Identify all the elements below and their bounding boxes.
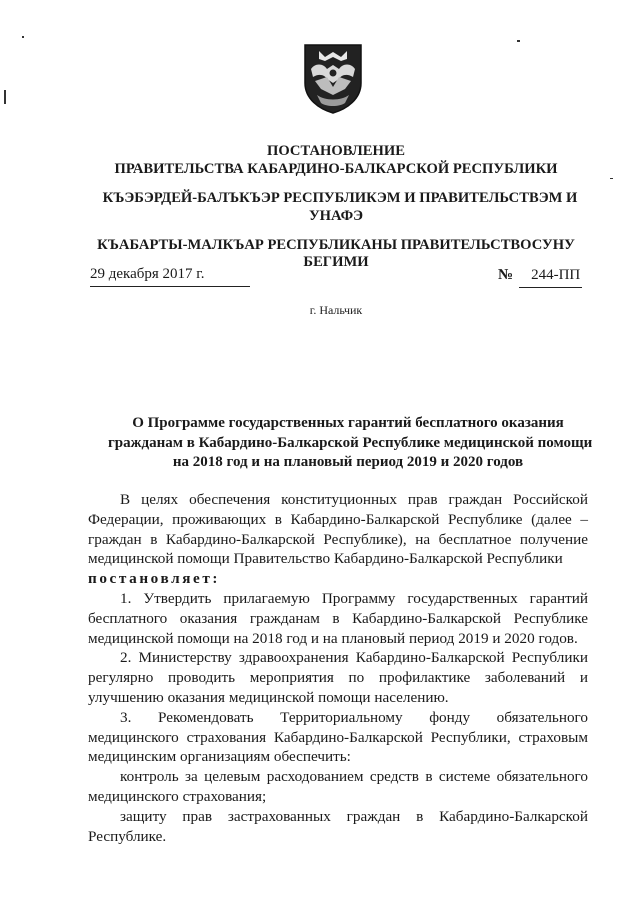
document-title (108, 414, 593, 473)
header-balkar-line2: БЕГИМИ (303, 254, 369, 270)
header-kabardian-line2: УНАФЭ (308, 208, 364, 224)
scan-mark-left (4, 90, 6, 104)
item-1: 1. Утвердить прилагаемую Программу государственных гарантий бесплатного оказания гражданам в Кабардино-Балкарской Республике медицинской помощи на 2018 год и на плановый период 2019 и 2020 годов. (88, 589, 588, 647)
decree-word: постановляет: (88, 570, 221, 588)
item-2: 2. Министерству здравоохранения Кабардино-Балкарской Республики регулярно проводить мероприятия по профилактике заболеваний и улучшению оказания медицинской помощи населению. (88, 649, 588, 706)
scan-dot-top-left (22, 36, 24, 38)
number-value: 244-ПП (519, 265, 582, 288)
decree-number (498, 265, 584, 288)
header-kabardian-line1: КЪЭБЭРДЕЙ-БАЛЪКЪЭР РЕСПУБЛИКЭМ И ПРАВИТЕЛЬСТВЭМ И (102, 190, 578, 206)
item-3-clause-a: контроль за целевым расходованием средств в системе обязательного медицинского страхования; (88, 768, 588, 805)
decree-date: 29 декабря 2017 г. (90, 264, 250, 287)
header-balkar-line1: КЪАБАРТЫ-МАЛКЪАР РЕСПУБЛИКАНЫ ПРАВИТЕЛЬСТВОСУНУ (97, 237, 575, 253)
city-name: г. Нальчик (309, 303, 363, 317)
document-body (88, 490, 588, 846)
item-3-clause-b: защиту прав застрахованных граждан в Кабардино-Балкарской Республике. (88, 807, 588, 845)
title-line-3: на 2018 год и на плановый период 2019 и 2020 годов (172, 454, 524, 470)
scan-dot-top-right (517, 40, 520, 42)
coat-of-arms-emblem (297, 43, 369, 115)
item-3: 3. Рекомендовать Территориальному фонду обязательного медицинского страхования Кабардино-Балкарской Республики, страховым медицинским организациям обеспечить: (88, 708, 588, 766)
title-line-2: гражданам в Кабардино-Балкарской Республике медицинской помощи (108, 434, 593, 451)
header-decree-label: ПОСТАНОВЛЕНИЕ (267, 143, 405, 159)
scan-dot-right (610, 178, 613, 179)
number-sign: № (498, 267, 514, 283)
intro-paragraph (88, 490, 588, 589)
title-line-1: О Программе государственных гарантий бесплатного оказания (132, 415, 564, 431)
header-government-name: ПРАВИТЕЛЬСТВА КАБАРДИНО-БАЛКАРСКОЙ РЕСПУБЛИКИ (114, 161, 558, 177)
intro-text: В целях обеспечения конституционных прав граждан Российской Федерации, проживающих в Кабардино-Балкарской Республике (далее – граждан в Кабардино-Балкарской Республике), на бесплатное получение медицинской помощи Правительство Кабардино-Балкарской Республики (88, 491, 588, 568)
